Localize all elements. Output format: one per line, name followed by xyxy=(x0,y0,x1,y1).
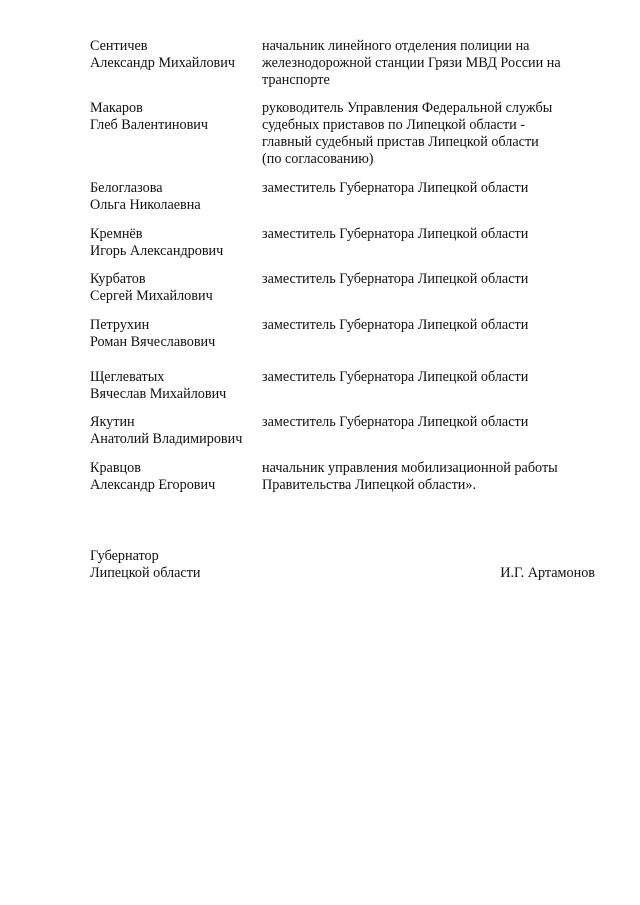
signature-title-line: Губернатор xyxy=(90,548,159,564)
member-role xyxy=(262,271,597,288)
role-line: (по согласованию) xyxy=(262,151,374,167)
member-given-name: Роман Вячеславович xyxy=(90,334,216,350)
signature-title-line: Липецкой области xyxy=(90,565,201,581)
member-name xyxy=(90,100,260,134)
signature-title xyxy=(90,548,201,582)
signer-name: И.Г. Артамонов xyxy=(500,565,595,581)
member-surname: Белоглазова xyxy=(90,180,163,196)
member-given-name: Анатолий Владимирович xyxy=(90,431,243,447)
role-line: заместитель Губернатора Липецкой области xyxy=(262,180,529,196)
member-surname: Щеглеватых xyxy=(90,369,165,385)
role-line: Правительства Липецкой области». xyxy=(262,477,476,493)
member-surname: Петрухин xyxy=(90,317,150,333)
member-surname: Кравцов xyxy=(90,460,141,476)
role-line: транспорте xyxy=(262,72,330,88)
role-line: руководитель Управления Федеральной службы xyxy=(262,100,553,116)
member-role xyxy=(262,317,597,334)
role-line: главный судебный пристав Липецкой области xyxy=(262,134,539,150)
member-role xyxy=(262,38,597,89)
member-surname: Сентичев xyxy=(90,38,148,54)
member-name xyxy=(90,460,260,494)
member-name xyxy=(90,271,260,305)
member-surname: Курбатов xyxy=(90,271,146,287)
member-role xyxy=(262,460,597,494)
member-name xyxy=(90,317,260,351)
member-surname: Макаров xyxy=(90,100,143,116)
role-line: заместитель Губернатора Липецкой области xyxy=(262,369,529,385)
member-name xyxy=(90,414,260,448)
member-surname: Якутин xyxy=(90,414,135,430)
member-given-name: Глеб Валентинович xyxy=(90,117,209,133)
role-line: заместитель Губернатора Липецкой области xyxy=(262,226,529,242)
member-name xyxy=(90,180,260,214)
role-line: начальник линейного отделения полиции на xyxy=(262,38,530,54)
member-name xyxy=(90,226,260,260)
member-name xyxy=(90,369,260,403)
member-role xyxy=(262,226,597,243)
member-given-name: Александр Михайлович xyxy=(90,55,235,71)
member-given-name: Вячеслав Михайлович xyxy=(90,386,227,402)
member-given-name: Александр Егорович xyxy=(90,477,216,493)
member-role xyxy=(262,100,597,168)
member-name xyxy=(90,38,260,72)
role-line: судебных приставов по Липецкой области - xyxy=(262,117,526,133)
member-given-name: Ольга Николаевна xyxy=(90,197,201,213)
member-given-name: Сергей Михайлович xyxy=(90,288,213,304)
role-line: заместитель Губернатора Липецкой области xyxy=(262,271,529,287)
member-surname: Кремнёв xyxy=(90,226,143,242)
role-line: начальник управления мобилизационной работы xyxy=(262,460,558,476)
role-line: заместитель Губернатора Липецкой области xyxy=(262,414,529,430)
role-line: железнодорожной станции Грязи МВД России на xyxy=(262,55,561,71)
member-given-name: Игорь Александрович xyxy=(90,243,224,259)
member-role xyxy=(262,180,597,197)
member-role xyxy=(262,369,597,386)
member-role xyxy=(262,414,597,431)
role-line: заместитель Губернатора Липецкой области xyxy=(262,317,529,333)
